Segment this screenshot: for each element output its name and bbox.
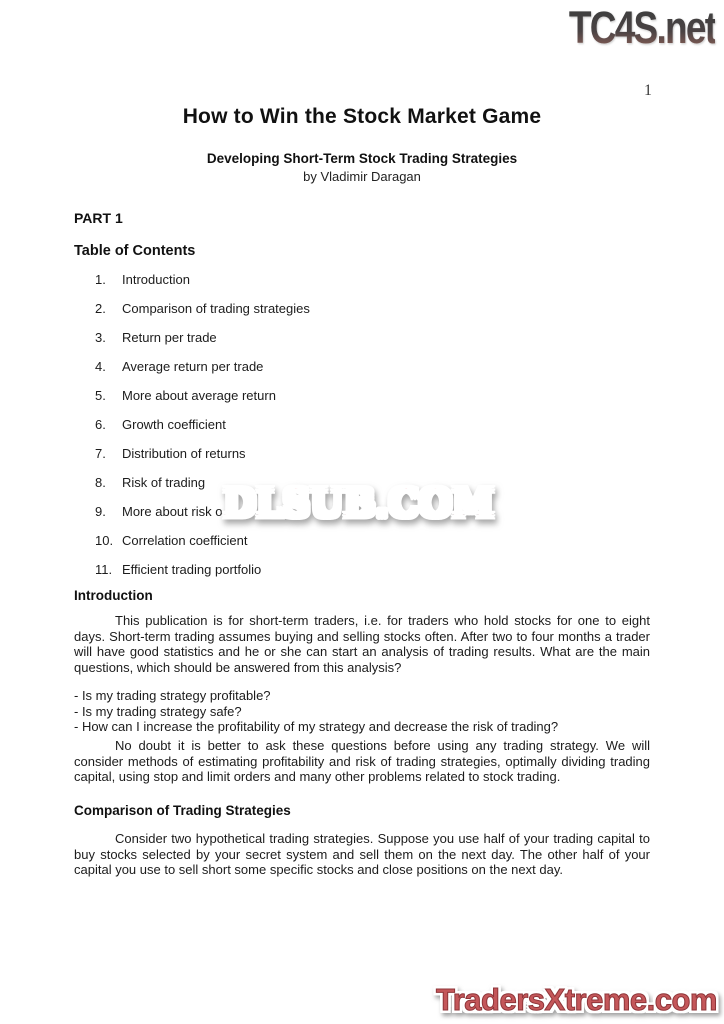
part-label: PART 1 — [74, 210, 123, 226]
intro-questions — [74, 688, 650, 735]
toc-item — [95, 359, 310, 373]
toc-item — [95, 533, 310, 547]
toc-item-label: Efficient trading portfolio — [122, 562, 262, 577]
toc-item-number: 5. — [95, 388, 106, 403]
table-of-contents — [95, 272, 310, 591]
toc-item — [95, 272, 310, 286]
toc-item-label: Growth coefficient — [122, 417, 226, 432]
toc-item-label: Return per trade — [122, 330, 217, 345]
toc-heading: Table of Contents — [74, 243, 196, 259]
toc-item-number: 9. — [95, 504, 106, 519]
page-title: How to Win the Stock Market Game — [182, 105, 542, 128]
intro-heading: Introduction — [74, 588, 153, 603]
question-line: - How can I increase the profitability of my strategy and decrease the risk of trading? — [74, 719, 559, 735]
toc-item-label: Risk of trading — [122, 475, 206, 490]
toc-item-number: 11. — [95, 562, 113, 577]
toc-item-label: Introduction — [122, 272, 190, 287]
dlsub-watermark: DLSUB.COM — [223, 479, 495, 526]
toc-item-number: 1. — [95, 272, 106, 287]
toc-item-label: Correlation coefficient — [122, 533, 248, 548]
toc-item-number: 7. — [95, 446, 106, 461]
toc-item-label: Distribution of returns — [122, 446, 246, 461]
toc-item-label: More about risk o — [122, 504, 223, 519]
toc-item — [95, 301, 310, 315]
toc-item-label: More about average return — [122, 388, 276, 403]
intro-paragraph-2: No doubt it is better to ask these questions before using any trading strategy. We will consider methods of estimating profitability and risk of trading strategies, optimally dividing trading capital, using stop and limit orders and many other problems related to stock trading. — [74, 738, 650, 785]
toc-item-number: 6. — [95, 417, 106, 432]
toc-item-number: 8. — [95, 475, 106, 490]
subtitle-block — [74, 151, 650, 184]
toc-item-number: 4. — [95, 359, 106, 374]
toc-item — [95, 388, 310, 402]
page-number: 1 — [644, 82, 652, 99]
comparison-heading: Comparison of Trading Strategies — [74, 803, 291, 818]
toc-item — [95, 562, 310, 576]
toc-item — [95, 417, 310, 431]
toc-item — [95, 446, 310, 460]
question-line: - Is my trading strategy safe? — [74, 703, 242, 719]
toc-item — [95, 330, 310, 344]
comparison-paragraph-1: Consider two hypothetical trading strategies. Suppose you use half of your trading capital to buy stocks selected by your secret system and sell them on the next day. The other half of your capital you use to sell short some specific stocks and close positions on the next day. — [74, 831, 650, 878]
question-line: - Is my trading strategy profitable? — [74, 688, 271, 703]
toc-item-label: Comparison of trading strategies — [122, 301, 310, 316]
doc-byline: by Vladimir Daragan — [303, 169, 421, 184]
toc-item-number: 3. — [95, 330, 106, 345]
tc4s-logo: TC4S.net — [568, 3, 715, 54]
toc-item-number: 2. — [95, 301, 106, 316]
toc-item-label: Average return per trade — [122, 359, 264, 374]
toc-item-number: 10. — [95, 533, 114, 548]
intro-paragraph-1: This publication is for short-term traders, i.e. for traders who hold stocks for one to eight days. Short-term trading assumes buying and selling stocks often. After two to four months a trader will have good statistics and he or she can start an analysis of trading results. What are the main questions, which should be answered from this analysis? — [74, 613, 650, 675]
tradersxtreme-logo: TradersXtreme.com — [436, 982, 717, 1017]
doc-subtitle: Developing Short-Term Stock Trading Strategies — [206, 151, 518, 166]
